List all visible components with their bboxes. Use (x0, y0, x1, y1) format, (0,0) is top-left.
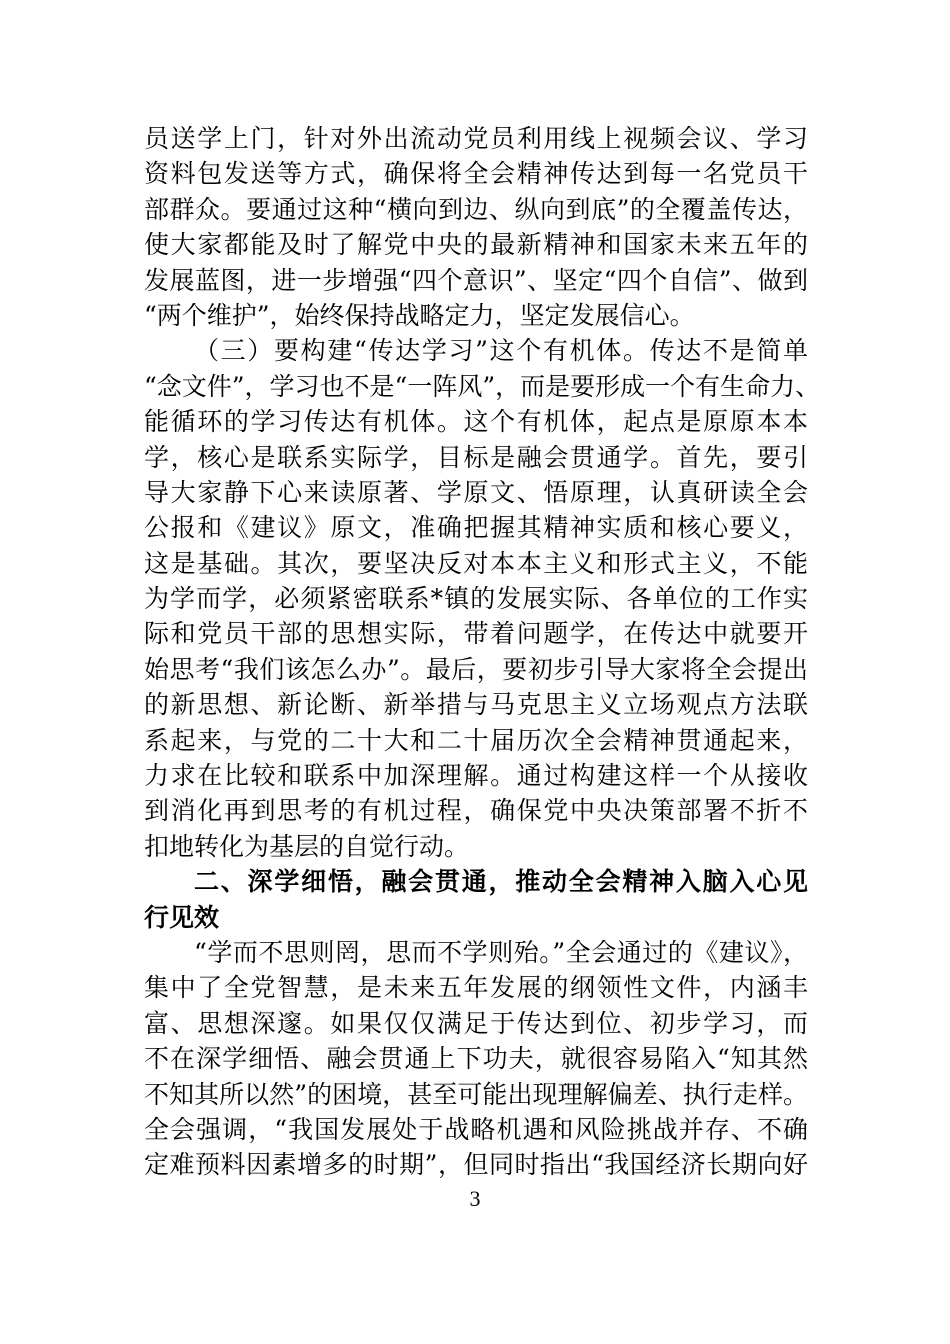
text-line: 资料包发送等方式，确保将全会精神传达到每一名党员干 (144, 159, 808, 189)
text-line: “学而不思则罔，思而不学则殆。”全会通过的《建议》， (194, 937, 808, 967)
text-line: 力求在比较和联系中加深理解。通过构建这样一个从接收 (144, 761, 808, 791)
text-line: 始思考“我们该怎么办”。最后，要初步引导大家将全会提出 (144, 654, 808, 684)
text-line: 不在深学细悟、融会贯通上下功夫，就很容易陷入“知其然 (144, 1044, 808, 1074)
section-heading: 二、深学细悟，融会贯通，推动全会精神入脑入心见 (194, 867, 808, 897)
text-line: 导大家静下心来读原著、学原文、悟原理，认真研读全会 (144, 477, 808, 507)
text-line: 这是基础。其次，要坚决反对本本主义和形式主义，不能 (144, 548, 808, 578)
page-number: 3 (469, 1186, 481, 1211)
text-line: 际和党员干部的思想实际，带着问题学，在传达中就要开 (144, 619, 808, 649)
text-line: 部群众。要通过这种“横向到边、纵向到底”的全覆盖传达， (144, 194, 808, 224)
text-line: （三）要构建“传达学习”这个有机体。传达不是简单 (194, 336, 808, 366)
text-line: 不知其所以然”的困境，甚至可能出现理解偏差、执行走样。 (144, 1079, 808, 1109)
text-line: 系起来，与党的二十大和二十届历次全会精神贯通起来， (144, 725, 808, 755)
text-line: 到消化再到思考的有机过程，确保党中央决策部署不折不 (144, 796, 808, 826)
text-line: 能循环的学习传达有机体。这个有机体，起点是原原本本 (144, 407, 808, 437)
text-line: “念文件”，学习也不是“一阵风”，而是要形成一个有生命力、 (144, 371, 821, 401)
text-line: 扣地转化为基层的自觉行动。 (144, 831, 470, 861)
text-line: 全会强调，“我国发展处于战略机遇和风险挑战并存、不确 (144, 1114, 808, 1144)
text-line: 的新思想、新论断、新举措与马克思主义立场观点方法联 (144, 690, 808, 720)
text-line: 公报和《建议》原文，准确把握其精神实质和核心要义， (144, 513, 808, 543)
text-line: “两个维护”，始终保持战略定力，坚定发展信心。 (144, 300, 695, 330)
text-line: 集中了全党智慧，是未来五年发展的纲领性文件，内涵丰 (144, 973, 808, 1003)
text-line: 富、思想深邃。如果仅仅满足于传达到位、初步学习，而 (144, 1008, 808, 1038)
text-line: 员送学上门，针对外出流动党员利用线上视频会议、学习 (144, 124, 808, 153)
section-heading: 行见效 (144, 902, 220, 932)
text-line: 使大家都能及时了解党中央的最新精神和国家未来五年的 (144, 230, 808, 260)
body-text (144, 121, 821, 1183)
text-line: 定难预料因素增多的时期”，但同时指出“我国经济长期向好 (144, 1150, 808, 1180)
text-line: 发展蓝图，进一步增强“四个意识”、坚定“四个自信”、做到 (144, 265, 808, 295)
text-line: 学，核心是联系实际学，目标是融会贯通学。首先，要引 (144, 442, 808, 472)
text-line: 为学而学，必须紧密联系*镇的发展实际、各单位的工作实 (144, 584, 808, 614)
